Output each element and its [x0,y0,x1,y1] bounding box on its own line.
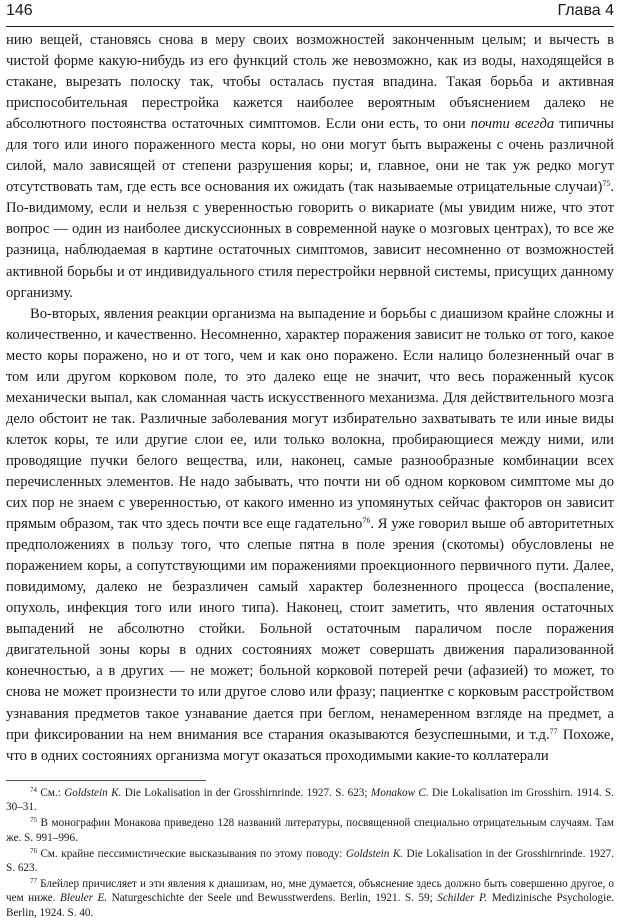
footnote-ref-77[interactable]: 77 [549,726,558,736]
body-text [6,30,614,767]
footnote-ref-76[interactable]: 76 [362,516,371,526]
footnote-75: $^{75}$ В монографии Монакова приведено 128 названий литературы, посвященной специально отрицательным случаям. Там же. S. 991–996. [6,816,614,844]
chapter-title: Глава 4 [557,2,614,19]
emphasis: почти всегда [470,116,555,133]
running-header [6,2,614,27]
paragraph-1: нию вещей, становясь снова в меру своих возможностей законченным целым; и вычесть в чистой форме какую-нибудь из его функций столь же невозможно, как из воды, находящейся в стакане, вырезать полоску так, чтобы осталась пустая впадина. Такая борьба и активная приспособительная перестройка кажется наиболее вероятным объяснением далеко не абсолютного постоянства остаточных симптомов. Если они есть, то они почти всегда типичны для того или иного пораженного места коры, но они могут быть выражены с очень различной силой, мало зависящей от степени разрушения коры; и, главное, они не так уж редко могут отсутствовать там, где есть все основания их ожидать (так называемые отрицательные случаи)$^{75}$. По-видимому, если и нельзя с уверенностью говорить о викариате (мы увидим ниже, что этот вопрос — один из наиболее дискуссионных в современной науке о мозговых центрах), то все же разница, наблюдаемая в картине остаточных симптомов, зависит несомненно от возможностей активной борьбы и от индивидуального стиля перестройки нервной системы, присущих данному организму. [6,32,614,301]
footnotes [6,786,614,922]
page-number: 146 [6,2,33,19]
footnote-76: $^{76}$ См. крайне пессимистические высказывания по этому поводу: Goldstein K. Die Lokalisation in der Grosshirnrinde. 1927. S. 623. [6,846,614,875]
footnote-ref-75[interactable]: 75 [602,179,611,189]
paragraph-2: Во-вторых, явления реакции организма на выпадение и борьбы с диашизом крайне сложны и количественно, и качественно. Несомненно, характер поражения зависит не только от того, какое место коры поражено, но и от того, чем и как оно поражено. Если налицо болезненный очаг в том или другом корковом поле, то это далеко еще не значит, что весь пораженный кусок механически выпал, как сломанная часть искусственного механизма. Для действительного мозга дело обстоит не так. Различные заболевания могут избирательно захватывать те или иные виды клеток коры, те или другие слои ее, или только волокна, пробирающиеся между ними, или проводящие пучки белого вещества, или, наконец, самые разнообразные комбинации всех перечисленных элементов. Не надо забывать, что почти ни об одном корковом симптоме мы до сих пор не знаем с уверенностью, от какого именно из упомянутых сейчас факторов он зависит прямым образом, так что здесь почти все еще гадательно$^{76}$. Я уже говорил выше об авторитетных предположениях в пользу того, что слепые пятна в поле зрения (скотомы) обусловлены не поражением коры, а сопутствующими им поражениями проекционного первичного пути. Далее, повидимому, далеко не безразличен самый характер болезненного процесса (воспаление, опухоль, инфекция того или иного типа). Наконец, стоит заметить, что явления остаточных выпадений не абсолютно стойки. Больной остаточным параличом после поражения двигательной зоны коры в одних состояниях может совершать движения парализованной конечностью, а в других — не может; больной корковой потерей речи (афазией) то может, то снова не может произнести то или другое слово или фразу; пациентке с корковым расстройством узнавания предметов такое узнавание дается при беглом, ненамеренном взгляде на предмет, а при фиксировании на нем внимания все старания оказываются безуспешными, и т.д.$^{77}$ Похоже, что в одних состояниях организма могут оказаться проходимыми какие-то коллатерали [6,305,614,764]
footnote-77: $^{77}$ Блейлер причисляет и эти явления к диашизам, но, мне думается, объяснение здесь должно быть совершенно другое, о чем ниже. Bleuler E. Naturgeschichte der Seele und Bewusstwerdens. Berlin, 1921. S. 59; Schilder P. Medizinische Psychologie. Berlin, 1924. S. 40. [6,877,614,919]
footnote-divider [6,780,206,781]
footnote-74: $^{74}$ См.: Goldstein K. Die Lokalisation in der Grosshirnrinde. 1927. S. 623; Monakow C. Die Lokalisation im Grosshirn. 1914. S. 30–31. [6,786,614,814]
